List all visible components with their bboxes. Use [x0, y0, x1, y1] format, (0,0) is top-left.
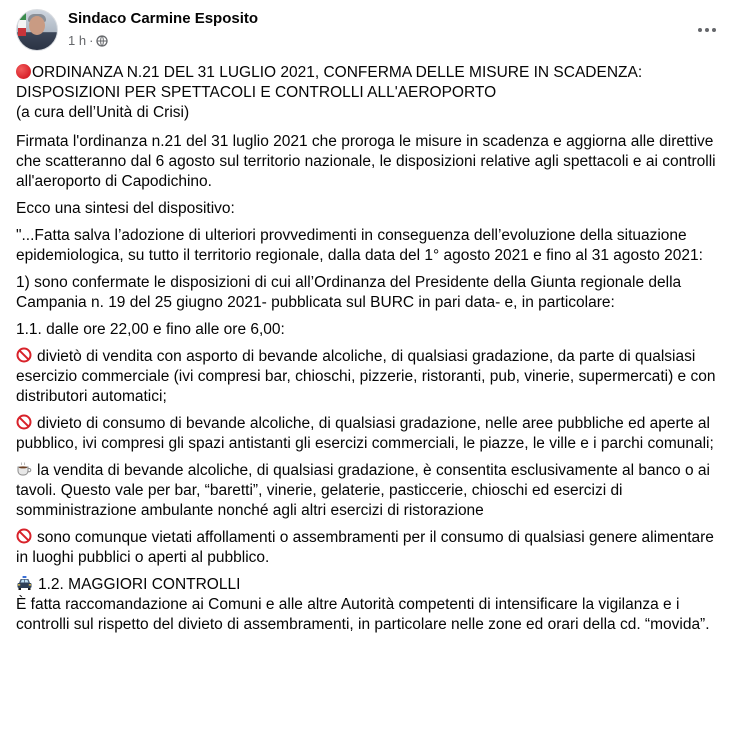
red-circle-icon — [16, 64, 31, 79]
globe-icon — [96, 35, 108, 47]
post-title: ORDINANZA N.21 DEL 31 LUGLIO 2021, CONFERMA DELLE MISURE IN SCADENZA: DISPOSIZIONI PER SPETTACOLI E CONTROLLI ALL'AEROPORTO (a cura dell’Unità di Crisi) — [16, 64, 643, 121]
section-heading: 1.2. MAGGIORI CONTROLLI — [16, 575, 728, 595]
no-entry-icon — [16, 528, 32, 544]
no-entry-icon — [16, 414, 32, 430]
list-item: sono comunque vietati affollamenti o assembramenti per il consumo di qualsiasi genere alimentare in luoghi pubblici o aperti al pubblico. — [16, 529, 714, 566]
police-car-icon — [16, 575, 33, 591]
paragraph: È fatta raccomandazione ai Comuni e alle altre Autorità competenti di intensificare la vigilanza e i controlli sul rispetto del divieto di assembramenti, in particolare nelle zone ed orari della cd. “movida”. — [16, 596, 710, 633]
paragraph: Firmata l'ordinanza n.21 del 31 luglio 2021 che proroga le misure in scadenza e aggiorna alle direttive che scatteranno dal 6 agosto sul territorio nazionale, le disposizioni relative agli spettacoli e ai controlli all'aeroporto di Capodichino. — [16, 133, 716, 190]
avatar[interactable] — [16, 9, 58, 51]
paragraph: 1.1. dalle ore 22,00 e fino alle ore 6,00: — [16, 321, 285, 338]
hot-beverage-icon — [16, 461, 32, 477]
meta-separator: · — [89, 33, 94, 48]
post-content — [16, 63, 728, 635]
more-options-icon[interactable] — [689, 15, 725, 45]
paragraph: Ecco una sintesi del dispositivo: — [16, 200, 235, 217]
list-item: divietò di vendita con asporto di bevande alcoliche, di qualsiasi gradazione, da parte di qualsiasi esercizio commerciale (ivi compresi bar, chioschi, pizzerie, ristoranti, pub, vinerie, supermercati) e con distributori automatici; — [16, 348, 716, 405]
paragraph: 1) sono confermate le disposizioni di cui all’Ordinanza del Presidente della Giunta regionale della Campania n. 19 del 25 giugno 2021- pubblicata sul BURC in pari data- e, in particolare: — [16, 274, 682, 311]
list-item: divieto di consumo di bevande alcoliche, di qualsiasi gradazione, nelle aree pubbliche ed aperte al pubblico, ivi compresi gli spazi antistanti gli esercizi commerciali, le piazze, le ville e i parchi comunali; — [16, 415, 714, 452]
post-meta — [68, 33, 108, 48]
author-name[interactable]: Sindaco Carmine Esposito — [68, 10, 259, 27]
post-time[interactable]: 1 h — [68, 33, 87, 48]
flag-decoration — [18, 12, 26, 36]
paragraph: "...Fatta salva l’adozione di ulteriori provvedimenti in conseguenza dell’evoluzione della situazione epidemiologica, su tutto il territorio regionale, dalla data del 1° agosto 2021 e fino al 31 agosto 2021: — [16, 227, 703, 264]
no-entry-icon — [16, 347, 32, 363]
post-header — [16, 9, 725, 53]
list-item: la vendita di bevande alcoliche, di qualsiasi gradazione, è consentita esclusivamente al banco o ai tavoli. Questo vale per bar, “baretti”, vinerie, gelaterie, pasticcerie, chioschi ed esercizi di somministrazione ambulante nonché agli altri esercizi di ristorazione — [16, 462, 710, 519]
